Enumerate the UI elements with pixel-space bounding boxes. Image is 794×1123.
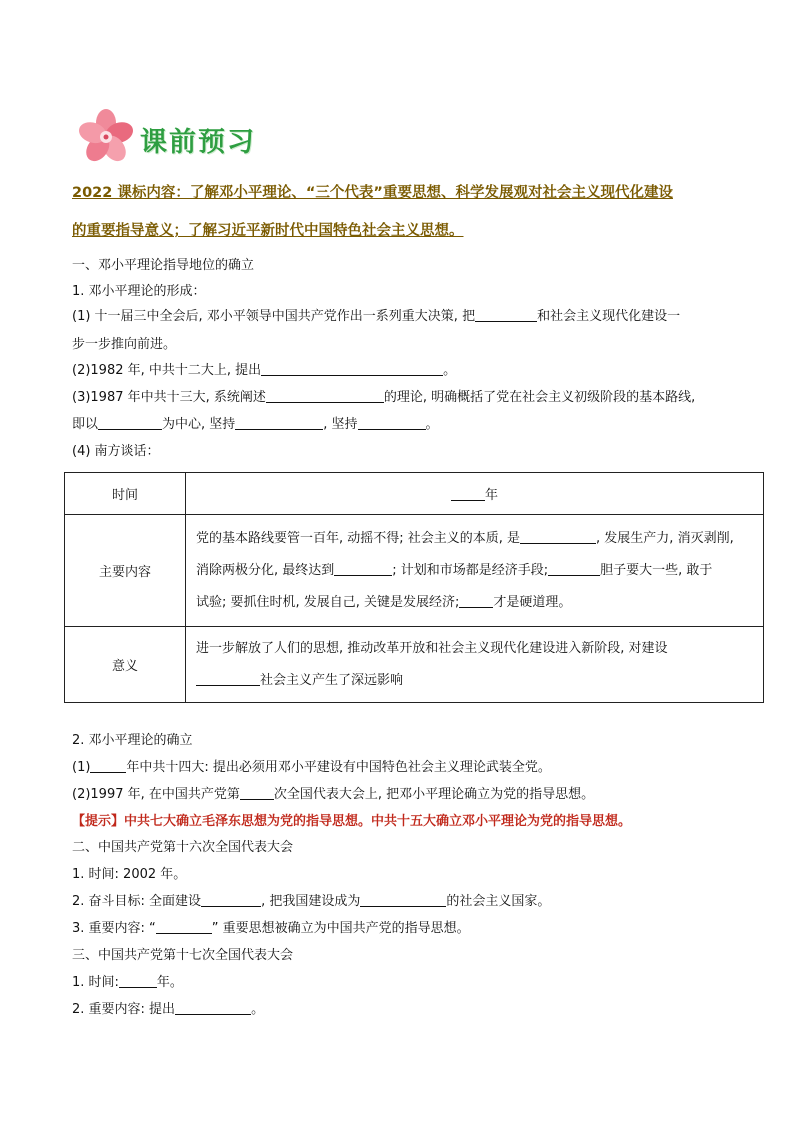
section-2-item-1: 1. 时间: 2002 年。: [72, 867, 187, 882]
table-row: [65, 627, 764, 703]
blank: [360, 893, 446, 907]
item-2-1: [72, 759, 551, 777]
curriculum-standard-line-1: 2022 课标内容：了解邓小平理论、“三个代表”重要思想、科学发展观对社会主义现代化建设: [72, 185, 673, 201]
text: 1. 时间:: [72, 975, 119, 990]
blank: [520, 530, 596, 544]
blank: [175, 1001, 251, 1015]
section-3-title: 三、中国共产党第十七次全国代表大会: [72, 948, 294, 963]
content-line-1: [196, 523, 753, 555]
section-3-item-2: [72, 1001, 264, 1019]
section-3-item-1: [72, 974, 183, 992]
content-label-cell: 主要内容: [65, 515, 186, 627]
blank: [261, 362, 443, 376]
text: 党的基本路线要管一百年, 动摇不得; 社会主义的本质, 是: [196, 530, 521, 546]
time-label-cell: 时间: [65, 473, 186, 515]
text: , 发展生产力, 消灭剥削,: [596, 530, 734, 546]
blank: [119, 974, 157, 988]
blank: [90, 759, 126, 773]
subsection-1-title: 1. 邓小平理论的形成：: [72, 284, 206, 299]
section-2-title: 二、中国共产党第十六次全国代表大会: [72, 840, 294, 855]
curriculum-standard-line-2: 的重要指导意义；了解习近平新时代中国特色社会主义思想。: [72, 223, 464, 239]
meaning-label-cell: 意义: [65, 627, 186, 703]
section-2-item-3: [72, 920, 470, 938]
cherry-blossom-icon: [76, 108, 138, 166]
blank: [475, 308, 537, 322]
text: ; 计划和市场都是经济手段;: [392, 562, 549, 578]
text: 。: [443, 363, 457, 378]
page-title: 课前预习: [140, 126, 256, 158]
blank: [235, 416, 323, 430]
paragraph-3: [72, 389, 695, 407]
table-row: [65, 473, 764, 515]
text: 胆子要大一些, 敢于: [600, 562, 713, 578]
time-value-cell: [186, 473, 764, 515]
blank: [196, 672, 260, 686]
text: 才是硬道理。: [493, 594, 572, 610]
paragraph-3-cont: [72, 416, 439, 434]
text: 的理论, 明确概括了党在社会主义初级阶段的基本路线,: [383, 390, 696, 405]
blank: [451, 487, 485, 501]
section-1-title: 一、邓小平理论指导地位的确立: [72, 258, 255, 273]
text: (1): [72, 760, 91, 775]
subsection-2-title: 2. 邓小平理论的确立: [72, 733, 193, 748]
section-2-item-2: [72, 893, 550, 911]
text: , 坚持: [323, 417, 358, 432]
meaning-value-cell: [186, 627, 764, 703]
text: 3. 重要内容: “: [72, 921, 156, 936]
paragraph-1: [72, 308, 680, 326]
southern-talks-table: [64, 472, 764, 703]
item-2-2: [72, 786, 594, 804]
text: 年。: [156, 975, 183, 990]
text: 次全国代表大会上, 把邓小平理论确立为党的指导思想。: [273, 787, 595, 802]
text: 为中心, 坚持: [162, 417, 236, 432]
text: ” 重要思想被确立为中国共产党的指导思想。: [211, 921, 470, 936]
text: (3)1987 年中共十三大, 系统阐述: [72, 390, 266, 405]
text: 2. 奋斗目标: 全面建设: [72, 894, 202, 909]
text: 。: [251, 1002, 265, 1017]
meaning-line-1: 进一步解放了人们的思想, 推动改革开放和社会主义现代化建设进入新阶段, 对建设: [196, 640, 668, 656]
blank: [358, 416, 426, 430]
content-line-3: [196, 587, 753, 619]
paragraph-4: (4) 南方谈话：: [72, 444, 160, 459]
text: 即以: [72, 417, 99, 432]
blank: [156, 920, 212, 934]
text: (1) 十一届三中全会后, 邓小平领导中国共产党作出一系列重大决策, 把: [72, 309, 476, 324]
text: 和社会主义现代化建设一: [537, 309, 681, 324]
text: 年中共十四大: 提出必须用邓小平建设有中国特色社会主义理论武装全党。: [126, 760, 551, 775]
text: 的社会主义国家。: [446, 894, 551, 909]
blank: [240, 786, 274, 800]
blank: [334, 562, 392, 576]
text: 。: [425, 417, 439, 432]
text: 消除两极分化, 最终达到: [196, 562, 335, 578]
text: 年: [484, 488, 498, 503]
text: , 把我国建设成为: [261, 894, 361, 909]
text: (2)1982 年, 中共十二大上, 提出: [72, 363, 262, 378]
content-line-2: [196, 555, 753, 587]
blank: [201, 893, 261, 907]
paragraph-2: [72, 362, 456, 380]
tip-note: 【提示】中共七大确立毛泽东思想为党的指导思想。中共十五大确立邓小平理论为党的指导思想。: [72, 814, 632, 829]
table-row: [65, 515, 764, 627]
blank: [266, 389, 384, 403]
content-value-cell: [186, 515, 764, 627]
paragraph-1-cont: 步一步推向前进。: [72, 337, 177, 352]
text: 2. 重要内容: 提出: [72, 1002, 176, 1017]
text: (2)1997 年, 在中国共产党第: [72, 787, 240, 802]
meaning-line-2: [196, 665, 753, 697]
blank: [459, 594, 493, 608]
blank: [98, 416, 162, 430]
blank: [548, 562, 600, 576]
text: 社会主义产生了深远影响: [260, 672, 404, 688]
section-header: [76, 108, 256, 166]
text: 试验; 要抓住时机, 发展自己, 关键是发展经济;: [196, 594, 460, 610]
